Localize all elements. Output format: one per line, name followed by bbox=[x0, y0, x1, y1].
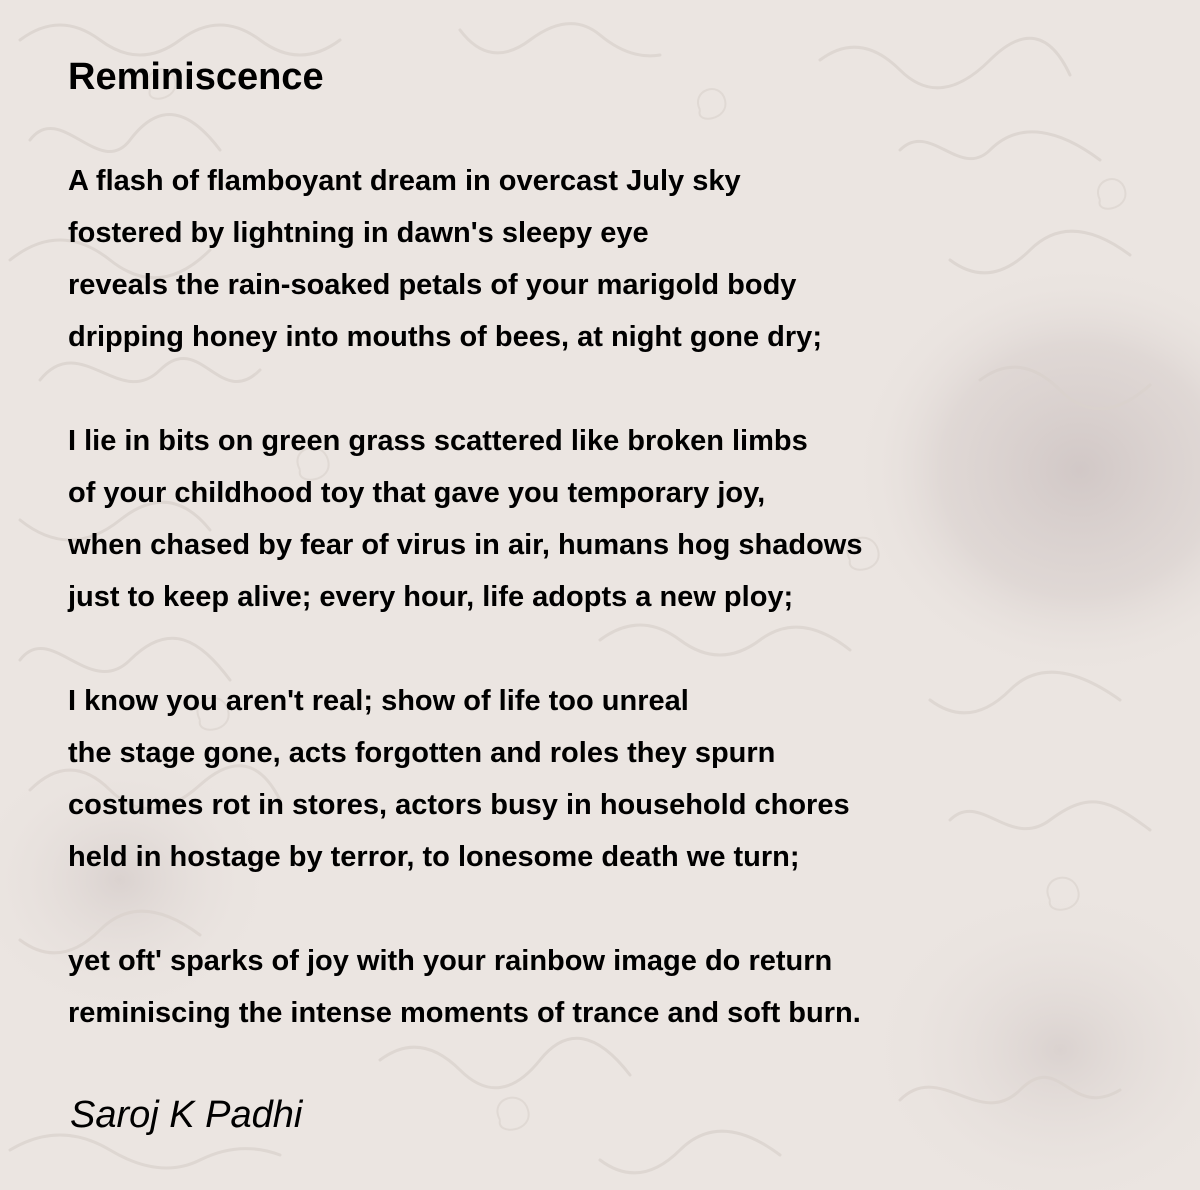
poem-line: dripping honey into mouths of bees, at night gone dry; bbox=[68, 321, 822, 353]
poem-line: fostered by lightning in dawn's sleepy eye bbox=[68, 217, 649, 249]
poem-body bbox=[68, 155, 1168, 1091]
stanza-1 bbox=[68, 155, 1168, 363]
poem-line: just to keep alive; every hour, life adopts a new ploy; bbox=[68, 581, 794, 613]
stanza-4 bbox=[68, 935, 1168, 1039]
stanza-2 bbox=[68, 415, 1168, 623]
poem-line: of your childhood toy that gave you temporary joy, bbox=[68, 477, 766, 509]
poem-line: I know you aren't real; show of life too unreal bbox=[68, 685, 689, 717]
stanza-3 bbox=[68, 675, 1168, 883]
poem-line: I lie in bits on green grass scattered like broken limbs bbox=[68, 425, 808, 457]
poem-line: held in hostage by terror, to lonesome death we turn; bbox=[68, 841, 800, 873]
poem-line: yet oft' sparks of joy with your rainbow image do return bbox=[68, 945, 833, 977]
poem-line: reminiscing the intense moments of trance and soft burn. bbox=[68, 997, 861, 1029]
poem-line: A flash of flamboyant dream in overcast July sky bbox=[68, 165, 741, 197]
poem-line: reveals the rain-soaked petals of your marigold body bbox=[68, 269, 797, 301]
poem-line: when chased by fear of virus in air, humans hog shadows bbox=[68, 529, 863, 561]
poem-author: Saroj K Padhi bbox=[70, 1094, 303, 1136]
poem-line: costumes rot in stores, actors busy in household chores bbox=[68, 789, 850, 821]
poem-title: Reminiscence bbox=[68, 56, 324, 98]
poem-line: the stage gone, acts forgotten and roles they spurn bbox=[68, 737, 776, 769]
